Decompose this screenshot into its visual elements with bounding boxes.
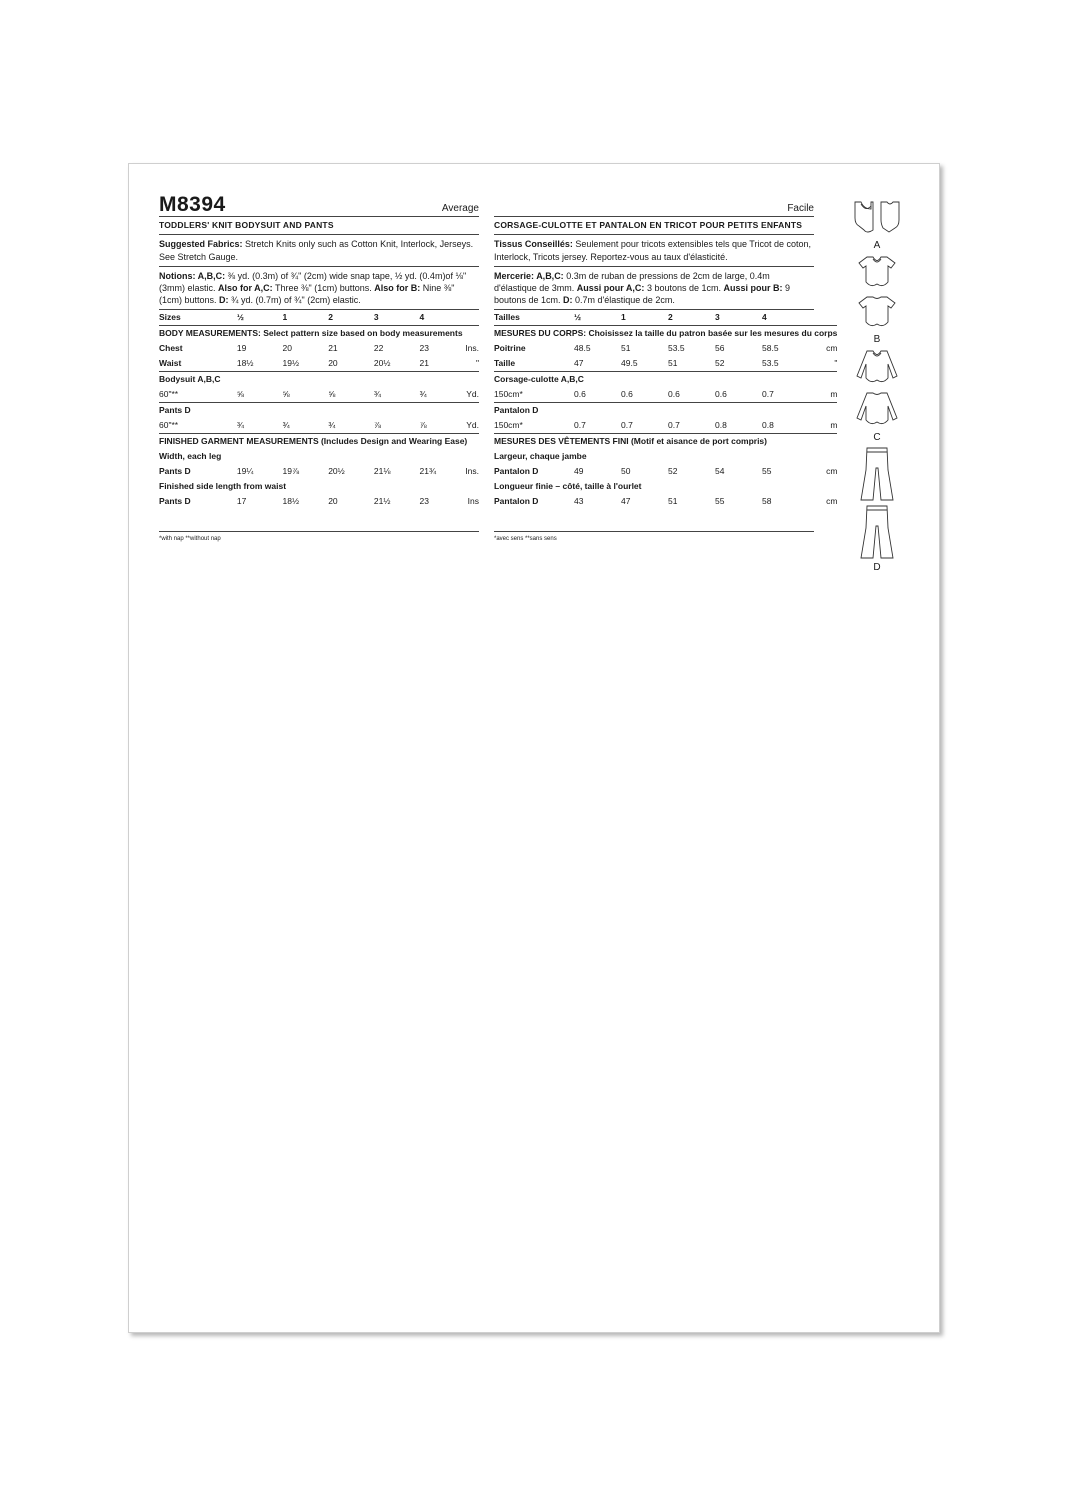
notions-d-label: D: xyxy=(563,295,573,306)
pants-d-label: Pants D xyxy=(159,465,191,476)
title-block xyxy=(494,217,814,235)
waist-row xyxy=(159,356,479,372)
bodysuit-heading xyxy=(494,372,837,388)
notions-text: ¾ yd. (0.7m) of ¾" (2cm) elastic. xyxy=(228,295,361,306)
size-cell: 2 xyxy=(328,310,374,326)
fabrics-block xyxy=(494,235,814,266)
body-measurements-title: BODY MEASUREMENTS: Select pattern size based on body measurements xyxy=(159,327,463,338)
bodysuit-row xyxy=(494,387,837,403)
table-cell: ¾ xyxy=(283,418,329,434)
chest-row xyxy=(159,341,479,356)
english-column xyxy=(159,164,479,543)
measurement-table xyxy=(159,310,479,509)
table-cell: 55 xyxy=(762,465,772,476)
title-block xyxy=(159,217,479,235)
table-cell: 19 xyxy=(236,342,247,353)
width-leg-label: Width, each leg xyxy=(159,450,222,461)
notions-text: 3 boutons de 1cm. xyxy=(644,282,724,293)
waist-label: Waist xyxy=(159,356,237,372)
body-measurements-heading xyxy=(159,326,479,342)
notions-label: Mercerie: A,B,C: xyxy=(494,270,564,281)
table-cell: 23 xyxy=(419,342,429,353)
pants-d-label: Pants D xyxy=(159,495,191,506)
table-cell: ¾ xyxy=(374,387,420,403)
table-cell: 20 xyxy=(328,356,374,372)
table-cell: 21 xyxy=(420,356,466,372)
garment-title: TODDLERS' KNIT BODYSUIT AND PANTS xyxy=(159,220,334,230)
table-cell: 53.5 xyxy=(762,356,809,372)
table-cell: 0.8 xyxy=(715,418,762,434)
side-length-label: Finished side length from waist xyxy=(159,480,287,491)
fabrics-label: Tissus Conseillés: xyxy=(494,239,573,250)
table-cell: 18½ xyxy=(282,495,300,506)
table-cell: 21¾ xyxy=(419,465,437,476)
fabrics-text: Stretch Knits only such as Cotton Knit, Interlock, Jerseys. See Stretch Gauge. xyxy=(159,239,474,262)
body-measurements-heading xyxy=(494,326,837,342)
table-cell: 49 xyxy=(574,465,584,476)
header-fr xyxy=(494,164,814,217)
table-cell: 51 xyxy=(668,356,715,372)
notions-text: 0.3m de ruban de pressions de 2cm de large, 0.4m d'élastique de 3mm. xyxy=(494,270,770,293)
size-cell: 4 xyxy=(762,310,809,326)
chest-row xyxy=(494,341,837,356)
table-cell: 0.6 xyxy=(574,387,621,403)
table-cell: 20½ xyxy=(328,465,345,476)
size-cell: 1 xyxy=(621,310,668,326)
pattern-number: M8394 xyxy=(159,193,226,216)
size-cell: 1 xyxy=(283,310,329,326)
table-cell: 52 xyxy=(668,465,678,476)
pants-d-label: Pantalon D xyxy=(494,495,539,506)
fabrics-text: Seulement pour tricots extensibles tels que Tricot de coton, Interlock, Tricots jersey. Reportez-vous au taux d'élasticité. xyxy=(494,239,812,262)
table-cell: 0.7 xyxy=(668,418,715,434)
bodysuit-long-sleeve-front-icon xyxy=(851,348,903,390)
size-cell: 3 xyxy=(374,310,420,326)
fabric-width: 60"** xyxy=(159,418,237,434)
header-en xyxy=(159,164,479,217)
notions-d-label: D: xyxy=(219,295,229,306)
unit-cell: Ins. xyxy=(465,465,479,476)
table-cell: ⅝ xyxy=(237,387,283,403)
table-cell: 20½ xyxy=(374,356,420,372)
flared-pants-back-icon xyxy=(855,504,899,562)
notions-also-label: Aussi pour A,C: xyxy=(576,282,645,293)
view-label-a: A xyxy=(873,240,881,251)
side-length-row xyxy=(494,494,837,509)
view-label-b: B xyxy=(873,334,881,345)
fabric-width: 150cm* xyxy=(494,418,574,434)
bodysuit-sleeveless-icon xyxy=(851,200,903,240)
notions-text: 0.7m d'élastique de 2cm. xyxy=(572,295,675,306)
side-length-row xyxy=(159,494,479,509)
finished-title: FINISHED GARMENT MEASUREMENTS (Includes Design and Wearing Ease) xyxy=(159,435,468,446)
size-cell: ½ xyxy=(574,310,621,326)
notions-also-label: Aussi pour B: xyxy=(723,282,783,293)
table-cell: ¾ xyxy=(328,418,374,434)
table-cell: 0.6 xyxy=(715,387,762,403)
table-cell: 20 xyxy=(328,495,338,506)
pants-label: Pants D xyxy=(159,404,191,415)
table-cell: 51 xyxy=(621,342,631,353)
unit-cell: Yd. xyxy=(465,387,479,403)
fabric-width: 150cm* xyxy=(494,387,574,403)
bodysuit-short-sleeve-front-icon xyxy=(853,254,901,294)
table-cell: 0.6 xyxy=(668,387,715,403)
finished-heading xyxy=(159,434,479,450)
table-cell: 47 xyxy=(621,495,631,506)
width-leg-heading xyxy=(159,449,479,464)
table-cell: 49.5 xyxy=(621,356,668,372)
size-cell: 2 xyxy=(668,310,715,326)
footnote: *with nap **without nap xyxy=(159,531,479,543)
pants-heading xyxy=(494,403,837,419)
notions-also-label: Also for A,C: xyxy=(218,282,273,293)
size-cell: 4 xyxy=(420,310,466,326)
size-cell: 3 xyxy=(715,310,762,326)
sizes-label: Sizes xyxy=(159,310,237,326)
pattern-sheet xyxy=(128,163,940,1333)
fabrics-label: Suggested Fabrics: xyxy=(159,239,243,250)
width-leg-row xyxy=(494,464,837,479)
difficulty-level: Facile xyxy=(787,203,814,214)
waist-row xyxy=(494,356,837,372)
side-length-heading xyxy=(159,479,479,494)
chest-label: Poitrine xyxy=(494,342,526,353)
table-cell: 50 xyxy=(621,465,631,476)
table-cell: 17 xyxy=(236,495,247,506)
side-length-label: Longueur finie – côté, taille à l'ourlet xyxy=(494,480,642,491)
sizes-row xyxy=(159,310,479,326)
waist-label: Taille xyxy=(494,356,574,372)
table-cell: 56 xyxy=(715,342,725,353)
footnote: *avec sens **sans sens xyxy=(494,531,814,543)
table-cell: 0.8 xyxy=(762,418,809,434)
table-cell: 53.5 xyxy=(668,342,685,353)
flared-pants-front-icon xyxy=(855,446,899,504)
notions-text: Nine ⅜" (1cm) buttons. xyxy=(159,282,455,306)
table-cell: 21 xyxy=(328,342,338,353)
table-cell: 51 xyxy=(668,495,678,506)
table-cell: 55 xyxy=(715,495,725,506)
table-cell: 0.7 xyxy=(621,418,668,434)
table-cell: 19½ xyxy=(283,356,329,372)
notions-text: ⅜ yd. (0.3m) of ¾" (2cm) wide snap tape, ½ yd. (0.4m)of ⅛" (3mm) elastic. xyxy=(159,270,467,293)
size-cell: ½ xyxy=(237,310,283,326)
view-label-d: D xyxy=(873,562,881,573)
unit-cell: cm xyxy=(826,495,838,506)
table-cell: 19¼ xyxy=(236,465,254,476)
unit-cell: " xyxy=(465,356,479,372)
table-cell: ¾ xyxy=(237,418,283,434)
finished-heading xyxy=(494,434,837,450)
notions-block xyxy=(159,267,479,310)
sizes-label: Tailles xyxy=(494,310,574,326)
unit-cell: m xyxy=(809,418,837,434)
table-cell: ⅞ xyxy=(420,418,466,434)
bodysuit-short-sleeve-back-icon xyxy=(853,294,901,334)
unit-cell: Ins xyxy=(467,495,479,506)
garment-title: CORSAGE-CULOTTE ET PANTALON EN TRICOT POUR PETITS ENFANTS xyxy=(494,220,803,230)
difficulty-level: Average xyxy=(441,203,479,214)
bodysuit-label: Bodysuit A,B,C xyxy=(159,373,221,384)
width-leg-label: Largeur, chaque jambe xyxy=(494,450,587,461)
bodysuit-heading xyxy=(159,372,479,388)
notions-also-label: Also for B: xyxy=(374,282,421,293)
table-cell: 47 xyxy=(574,356,621,372)
unit-cell: Yd. xyxy=(465,418,479,434)
fabrics-block xyxy=(159,235,479,266)
bodysuit-long-sleeve-back-icon xyxy=(851,390,903,432)
table-cell: 20 xyxy=(282,342,293,353)
unit-cell: " xyxy=(809,356,837,372)
bodysuit-row xyxy=(159,387,479,403)
table-cell: 52 xyxy=(715,356,762,372)
pants-heading xyxy=(159,403,479,419)
chest-label: Chest xyxy=(159,342,183,353)
sizes-row xyxy=(494,310,837,326)
table-cell: 23 xyxy=(419,495,429,506)
table-cell: 0.7 xyxy=(574,418,621,434)
table-cell: 58.5 xyxy=(762,342,779,353)
table-cell: ⅞ xyxy=(374,418,420,434)
pants-label: Pantalon D xyxy=(494,404,539,415)
view-label-c: C xyxy=(873,432,881,443)
garment-views xyxy=(847,200,907,576)
pants-row xyxy=(159,418,479,434)
notions-label: Notions: A,B,C: xyxy=(159,270,226,281)
body-measurements-title: MESURES DU CORPS: Choisissez la taille du patron basée sur les mesures du corps xyxy=(494,327,838,338)
finished-title: MESURES DES VÊTEMENTS FINI (Motif et aisance de port compris) xyxy=(494,435,767,446)
table-cell: 22 xyxy=(373,342,384,353)
table-cell: 43 xyxy=(574,495,584,506)
width-leg-heading xyxy=(494,449,837,464)
unit-cell: Ins. xyxy=(465,342,479,353)
table-cell: 54 xyxy=(715,465,725,476)
table-cell: ¾ xyxy=(420,387,466,403)
table-cell: 21⅛ xyxy=(373,465,391,476)
width-leg-row xyxy=(159,464,479,479)
table-cell: 0.6 xyxy=(621,387,668,403)
pants-d-label: Pantalon D xyxy=(494,465,539,476)
table-cell: ⅝ xyxy=(328,387,374,403)
notions-text: Three ⅜" (1cm) buttons. xyxy=(272,282,375,293)
notions-block xyxy=(494,267,814,310)
fabric-width: 60"** xyxy=(159,387,237,403)
table-cell: ⅝ xyxy=(283,387,329,403)
unit-cell: cm xyxy=(826,342,838,353)
table-cell: 21½ xyxy=(373,495,391,506)
pants-row xyxy=(494,418,837,434)
french-column xyxy=(494,164,838,543)
table-cell: 18½ xyxy=(237,356,283,372)
bodysuit-label: Corsage-culotte A,B,C xyxy=(494,373,584,384)
side-length-heading xyxy=(494,479,837,494)
measurement-table xyxy=(494,310,837,509)
table-cell: 58 xyxy=(762,495,772,506)
table-cell: 48.5 xyxy=(574,342,591,353)
table-cell: 0.7 xyxy=(762,387,809,403)
unit-cell: cm xyxy=(826,465,838,476)
notions-text: 9 boutons de 1cm. xyxy=(494,282,791,306)
table-cell: 19⅞ xyxy=(282,465,300,476)
unit-cell: m xyxy=(809,387,837,403)
